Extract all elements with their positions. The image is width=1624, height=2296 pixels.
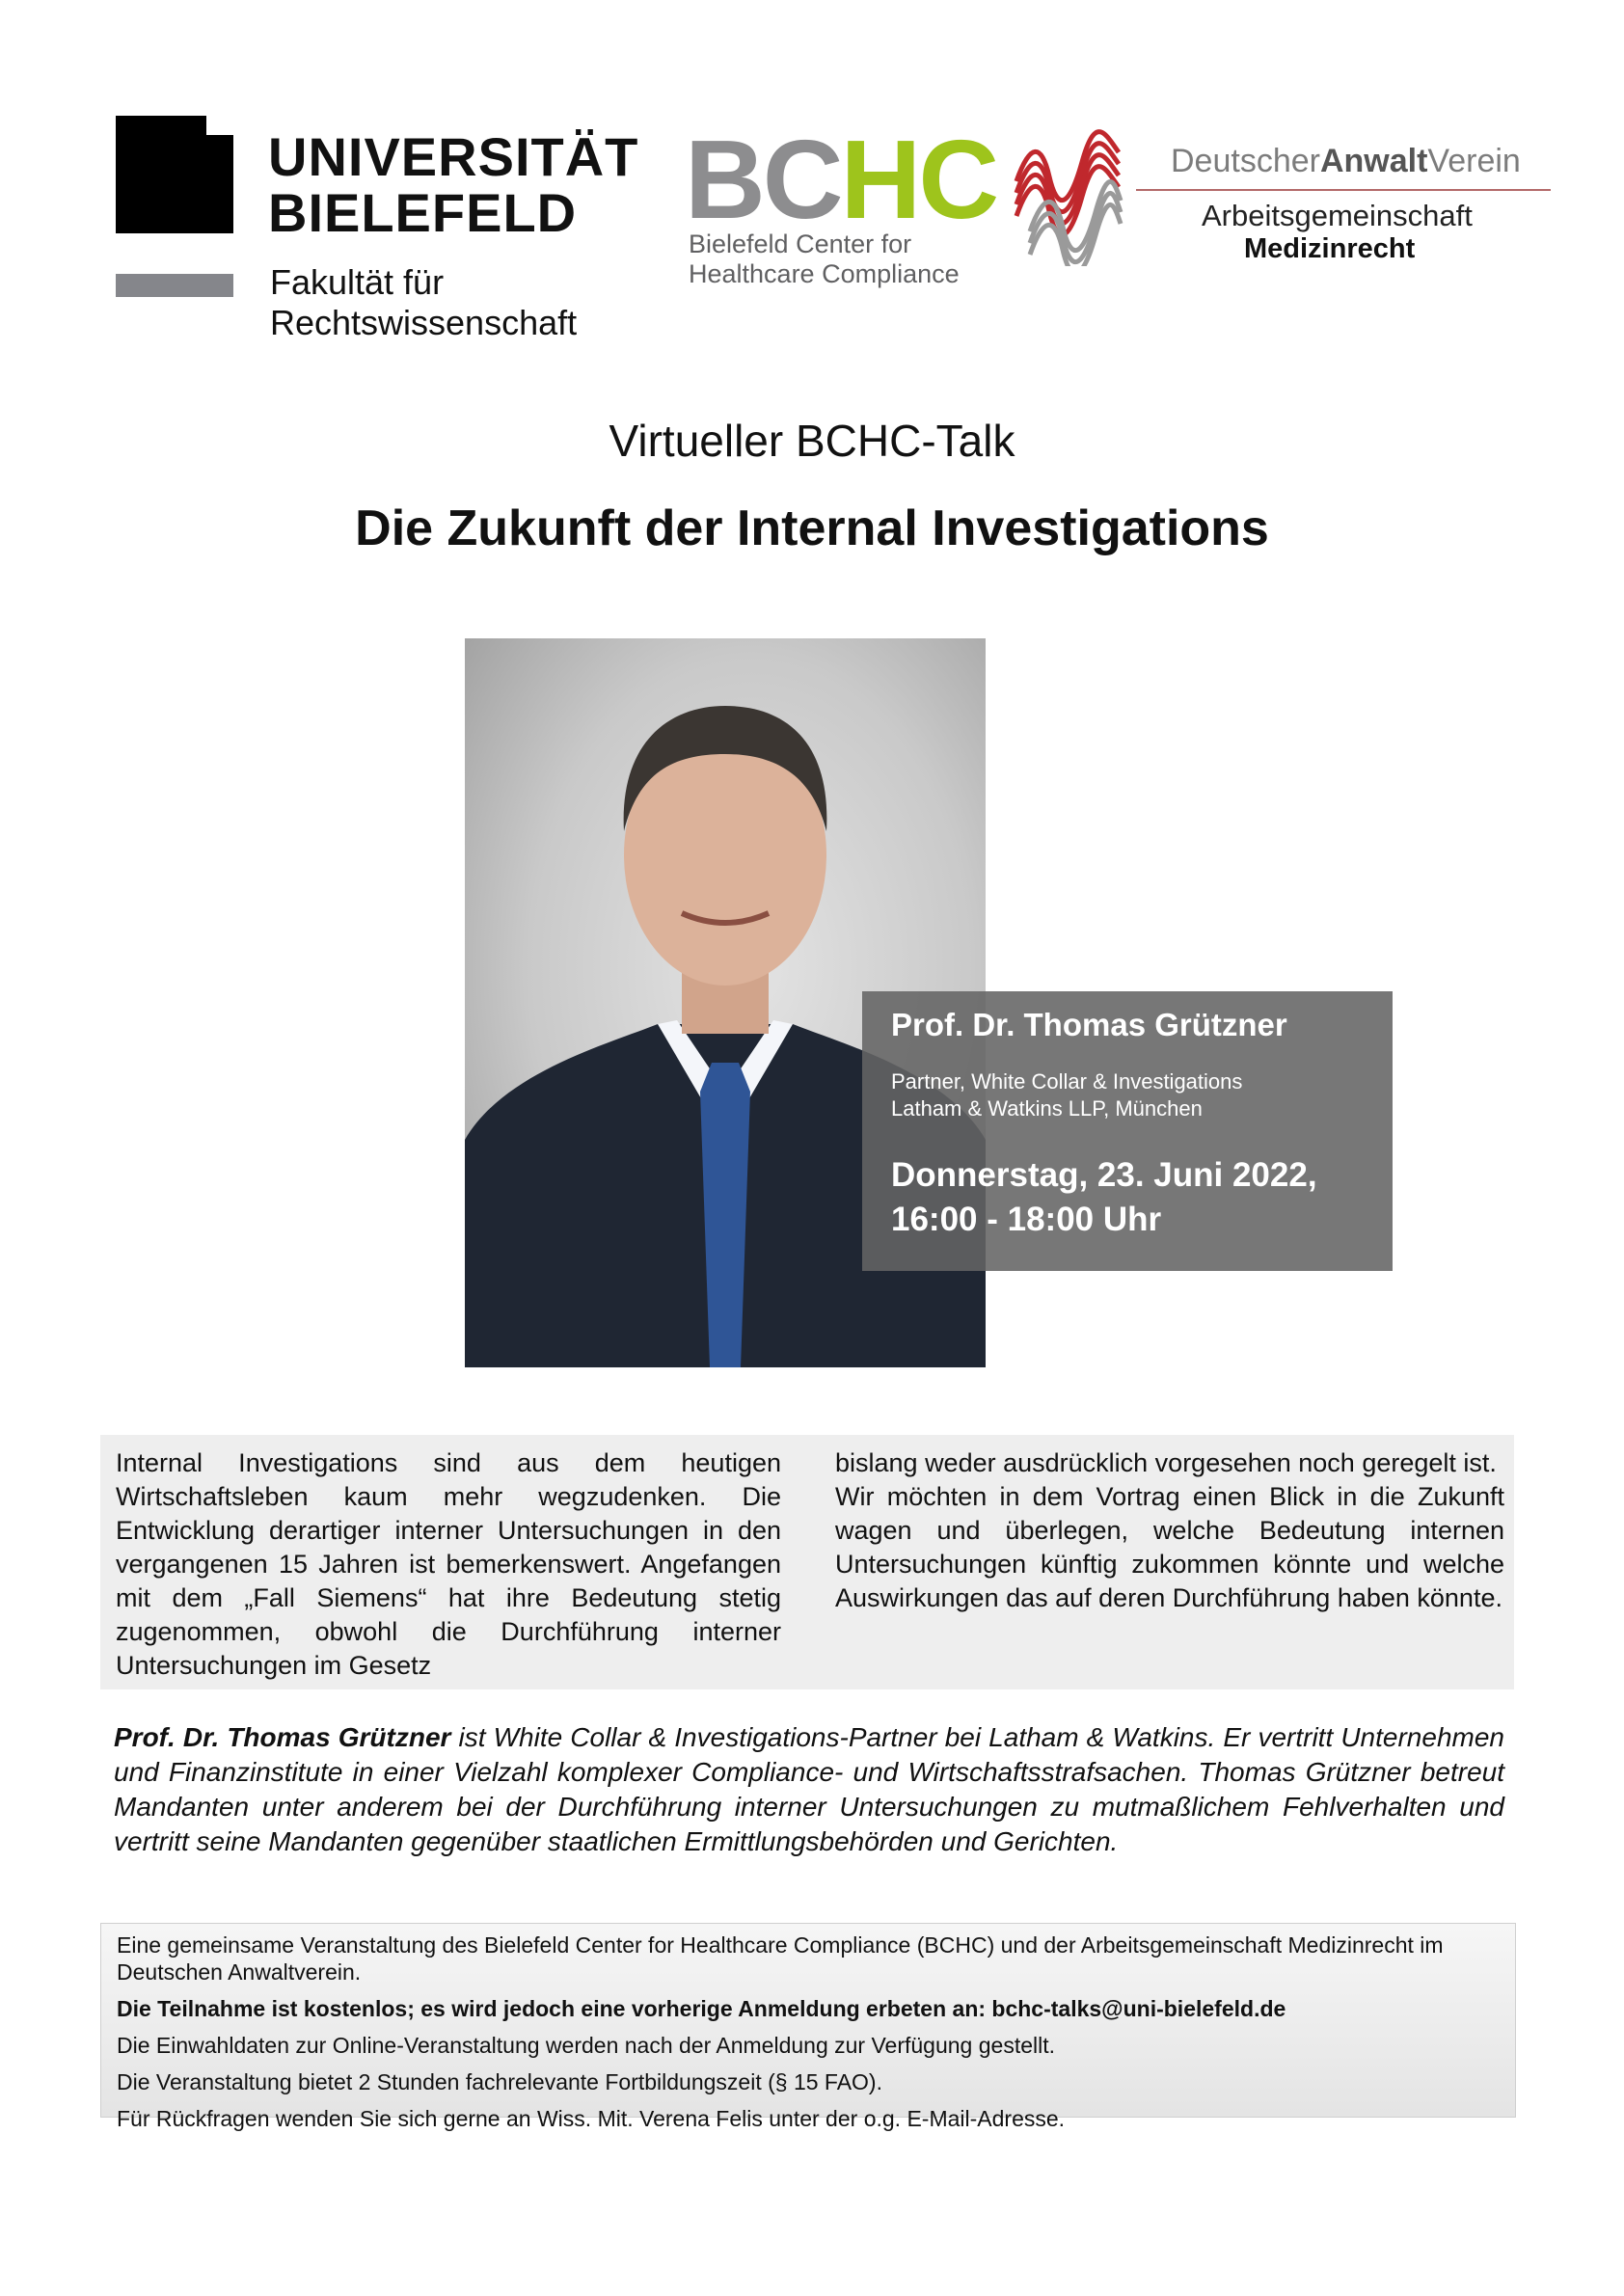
abstract-column-1: Internal Investigations sind aus dem heutigen Wirtschaftsleben kaum mehr wegzudenken. Die Entwicklung derartiger interner Untersuchungen in den vergangenen 15 Jahren ist bemerkenswert. Angefangen mit dem „Fall Siemens“ hat ihre Bedeutung stetig zugenommen, obwohl die Durchführung interner Untersuchungen im Gesetz [116,1448,781,1680]
event-title: Die Zukunft der Internal Investigations [355,500,1269,556]
university-logo-bar [116,274,233,297]
university-name: UNIVERSITÄT BIELEFELD [268,126,639,243]
info-dial-in: Die Einwahldaten zur Online-Veranstaltung werden nach der Anmeldung zur Verfügung gestellt. [117,2033,1055,2058]
speaker-bio: Prof. Dr. Thomas Grützner ist White Collar & Investigations-Partner bei Latham & Watkins. Er vertritt Unternehmen und Finanzinstitute in einer Vielzahl komplexer Compliance- und Wirtschaftsstrafsachen. Thomas Grützner betreut Mandanten unter anderem bei der Durchführung interner Untersuchungen zu mutmaßlichem Fehlverhalten und vertritt seine Mandanten gegenüber staatlichen Ermittlungsbehörden und Gerichten. [114,1722,1504,1856]
event-kicker: Virtueller BCHC-Talk [609,416,1015,466]
university-logo-notch [206,116,233,135]
speaker-role: Partner, White Collar & Investigations Latham & Watkins LLP, München [891,1069,1243,1121]
info-organizers: Eine gemeinsame Veranstaltung des Bielefeld Center for Healthcare Compliance (BCHC) und der Arbeitsgemeinschaft Medizinrecht im Deutschen Anwaltverein. [117,1932,1444,1985]
info-training-hours: Die Veranstaltung bietet 2 Stunden fachrelevante Fortbildungszeit (§ 15 FAO). [117,2069,882,2094]
dav-divider [1136,189,1551,191]
faculty-name: Fakultät für Rechtswissenschaft [270,262,578,342]
bchc-logo-subtitle: Bielefeld Center for Healthcare Compliance [689,230,960,288]
info-contact: Für Rückfragen wenden Sie sich gerne an Wiss. Mit. Verena Felis unter der o.g. E-Mail-Adresse. [117,2106,1066,2131]
event-info-box [100,1923,1516,2131]
registration-email[interactable]: bchc-talks@uni-bielefeld.de [991,1996,1286,2021]
bio-speaker-name: Prof. Dr. Thomas Grützner [114,1722,451,1752]
dav-working-group: Arbeitsgemeinschaft [1202,199,1473,232]
abstract-box [100,1435,1514,1689]
info-registration: Die Teilnahme ist kostenlos; es wird jedoch eine vorherige Anmeldung erbeten an: bchc-talks@uni-bielefeld.de [117,1996,1286,2021]
speaker-info-box [862,991,1393,1271]
dav-working-group-subject: Medizinrecht [1244,233,1416,264]
dav-name: DeutscherAnwaltVerein [1171,143,1521,179]
speaker-name: Prof. Dr. Thomas Grützner [891,1007,1287,1042]
bchc-logo: BCHC [685,117,997,242]
abstract-column-2: bislang weder ausdrücklich vorgesehen noch geregelt ist. Wir möchten in dem Vortrag einen Blick in die Zukunft wagen und überlegen, welche Bedeutung internen Untersuchungen künftig zukommen könnte und welche Auswirkungen das auf deren Durchführung haben könnte. [835,1448,1504,1612]
event-date: Donnerstag, 23. Juni 2022, 16:00 - 18:00 Uhr [891,1156,1317,1238]
dav-logo-icon [1011,123,1124,266]
